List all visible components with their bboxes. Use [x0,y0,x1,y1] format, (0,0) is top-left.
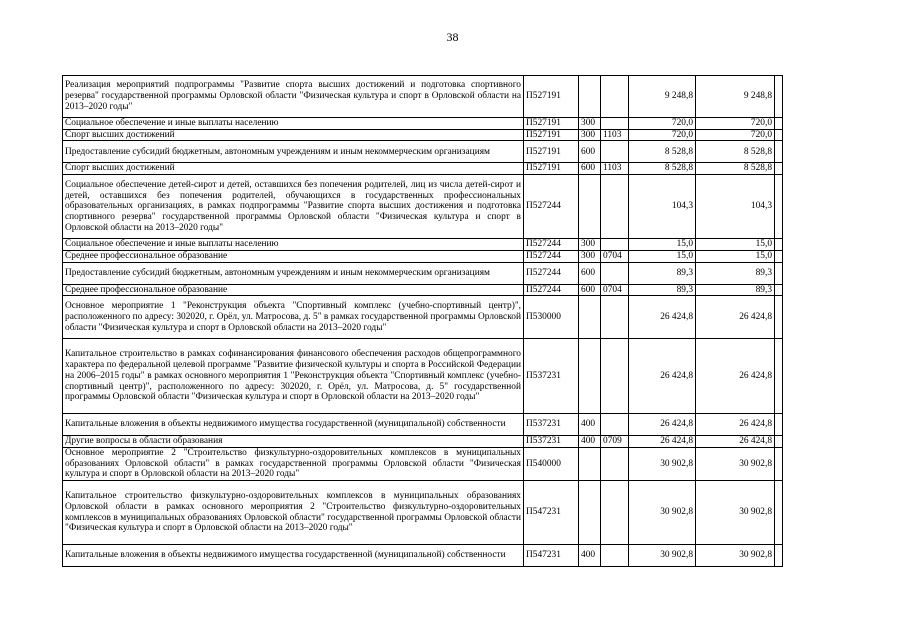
row-sum-first: 26 424,8 [629,436,696,448]
row-sum-first: 9 248,8 [629,76,696,118]
row-empty-cell [775,129,783,141]
row-sum-second: 30 902,8 [696,447,775,480]
row-empty-cell [775,175,783,239]
row-empty-cell [775,239,783,251]
row-expense-type: 600 [579,163,601,175]
row-expense-type [579,175,601,239]
row-name: Основное мероприятие 1 "Реконструкция объекта "Спортивный комплекс (учебно-спортивный центр)", расположенного по адресу: 302020, г. Орёл, ул. Матросова, д. 5" в рамках государственной программы Орловской области "Физическая культура и спорт в Орловской области на 2013–2020 годы" [63,296,524,339]
row-target-code: П527191 [524,129,579,141]
row-target-code: П527191 [524,163,579,175]
row-sum-first: 720,0 [629,129,696,141]
row-sum-second: 8 528,8 [696,141,775,163]
row-target-code: П547231 [524,481,579,545]
row-expense-type: 300 [579,118,601,130]
row-section-code [601,339,629,414]
row-section-code: 0704 [601,250,629,262]
row-sum-second: 720,0 [696,118,775,130]
table-row [63,76,783,118]
row-empty-cell [775,163,783,175]
table-row [63,175,783,239]
row-target-code: П527191 [524,118,579,130]
row-name: Капитальные вложения в объекты недвижимого имущества государственной (муниципальной) собственности [63,545,524,567]
row-sum-first: 26 424,8 [629,339,696,414]
row-sum-first: 26 424,8 [629,296,696,339]
row-name: Социальное обеспечение детей-сирот и детей, оставшихся без попечения родителей, лиц из числа детей-сирот и детей, оставшихся без попечения родителей, обучающихся в государственных профессиональных образовательных организациях, в рамках подпрограммы "Развитие спорта высших достижения и подготовка спортивного резерва" государственной программы Орловской области "Физическая культура и спорт в Орловской области на 2013–2020 годы" [63,175,524,239]
table-row [63,118,783,130]
row-sum-first: 30 902,8 [629,481,696,545]
row-target-code: П537231 [524,414,579,436]
page-number: 38 [446,30,459,44]
table-row [63,481,783,545]
row-expense-type: 600 [579,141,601,163]
row-name: Капитальное строительство физкультурно-оздоровительных комплексов в муниципальных образованиях Орловской области в рамках основного мероприятия 2 "Строительство физкультурно-оздоровительных комплексов в муниципальных образованиях Орловской области" государственной программы Орловской области "Физическая культура и спорт в Орловской области на 2013–2020 годы" [63,481,524,545]
row-sum-second: 26 424,8 [696,296,775,339]
table-row [63,239,783,251]
table-row [63,545,783,567]
row-sum-first: 720,0 [629,118,696,130]
row-sum-first: 15,0 [629,250,696,262]
row-section-code: 1103 [601,163,629,175]
table-row [63,163,783,175]
row-target-code: П540000 [524,447,579,480]
row-sum-second: 15,0 [696,250,775,262]
row-sum-first: 89,3 [629,262,696,284]
table-row [63,436,783,448]
row-sum-second: 26 424,8 [696,436,775,448]
row-section-code [601,239,629,251]
row-expense-type [579,296,601,339]
row-name: Предоставление субсидий бюджетным, автономным учреждениям и иным некоммерческим организациям [63,262,524,284]
row-expense-type: 400 [579,545,601,567]
table-row [63,284,783,296]
row-empty-cell [775,284,783,296]
row-sum-second: 15,0 [696,239,775,251]
row-expense-type: 400 [579,414,601,436]
row-name: Реализация мероприятий подпрограммы "Развитие спорта высших достижений и подготовка спортивного резерва" государственной программы Орловской области "Физическая культура и спорт в Орловской области на 2013–2020 годы" [63,76,524,118]
row-empty-cell [775,250,783,262]
row-expense-type: 300 [579,250,601,262]
row-expense-type: 600 [579,284,601,296]
row-section-code [601,481,629,545]
row-target-code: П547231 [524,545,579,567]
row-target-code: П530000 [524,296,579,339]
row-expense-type [579,447,601,480]
row-section-code [601,414,629,436]
row-sum-second: 89,3 [696,262,775,284]
row-section-code: 1103 [601,129,629,141]
row-empty-cell [775,545,783,567]
row-empty-cell [775,447,783,480]
table-row [63,250,783,262]
table-row [63,296,783,339]
row-sum-first: 89,3 [629,284,696,296]
row-target-code: П527244 [524,239,579,251]
row-sum-second: 720,0 [696,129,775,141]
row-name: Капитальное строительство в рамках софинансирования финансового обеспечения расходов общепрограммного характера по федеральной целевой программе "Развитие физической культуры и спорта в Российской Федерации на 2006–2015 годы" в рамках основного мероприятия 1 "Реконструкция объекта "Спортивный комплекс (учебно-спортивный центр)", расположенного по адресу: 302020, г. Орёл, ул. Матросова, д. 5" государственной программы Орловской области "Физическая культура и спорт в Орловской области на 2013–2020 годы" [63,339,524,414]
row-target-code: П527244 [524,250,579,262]
table-row [63,129,783,141]
row-name: Среднее профессиональное образование [63,284,524,296]
row-section-code [601,118,629,130]
row-empty-cell [775,481,783,545]
row-expense-type: 600 [579,262,601,284]
row-expense-type [579,481,601,545]
row-sum-first: 8 528,8 [629,163,696,175]
row-sum-second: 89,3 [696,284,775,296]
row-sum-second: 9 248,8 [696,76,775,118]
row-name: Среднее профессиональное образование [63,250,524,262]
row-section-code [601,545,629,567]
row-target-code: П537231 [524,436,579,448]
row-expense-type: 300 [579,239,601,251]
row-target-code: П537231 [524,339,579,414]
row-name: Основное мероприятие 2 "Строительство физкультурно-оздоровительных комплексов в муниципальных образованиях Орловской области" в рамках государственной программы Орловской области "Физическая культура и спорт в Орловской области на 2013–2020 годы" [63,447,524,480]
row-target-code: П527244 [524,262,579,284]
row-sum-second: 30 902,8 [696,481,775,545]
row-expense-type [579,76,601,118]
row-target-code: П527244 [524,284,579,296]
row-sum-second: 104,3 [696,175,775,239]
row-sum-first: 8 528,8 [629,141,696,163]
row-section-code [601,262,629,284]
row-empty-cell [775,436,783,448]
row-section-code [601,296,629,339]
budget-table [62,75,783,567]
row-sum-first: 104,3 [629,175,696,239]
row-section-code: 0704 [601,284,629,296]
table-row [63,414,783,436]
row-name: Социальное обеспечение и иные выплаты населению [63,118,524,130]
row-section-code [601,141,629,163]
row-sum-first: 30 902,8 [629,545,696,567]
row-sum-second: 26 424,8 [696,339,775,414]
row-expense-type: 400 [579,436,601,448]
row-target-code: П527191 [524,76,579,118]
row-name: Капитальные вложения в объекты недвижимого имущества государственной (муниципальной) собственности [63,414,524,436]
row-sum-first: 15,0 [629,239,696,251]
row-expense-type [579,339,601,414]
row-sum-first: 30 902,8 [629,447,696,480]
row-empty-cell [775,339,783,414]
row-section-code [601,175,629,239]
row-target-code: П527244 [524,175,579,239]
row-empty-cell [775,414,783,436]
row-empty-cell [775,118,783,130]
table-row [63,339,783,414]
row-empty-cell [775,296,783,339]
row-section-code [601,447,629,480]
row-name: Спорт высших достижений [63,163,524,175]
row-expense-type: 300 [579,129,601,141]
row-empty-cell [775,262,783,284]
row-name: Другие вопросы в области образования [63,436,524,448]
table-row [63,262,783,284]
row-name: Предоставление субсидий бюджетным, автономным учреждениям и иным некоммерческим организациям [63,141,524,163]
row-target-code: П527191 [524,141,579,163]
row-name: Спорт высших достижений [63,129,524,141]
row-sum-second: 30 902,8 [696,545,775,567]
row-empty-cell [775,141,783,163]
table-row [63,141,783,163]
row-sum-second: 8 528,8 [696,163,775,175]
row-section-code [601,76,629,118]
row-name: Социальное обеспечение и иные выплаты населению [63,239,524,251]
row-empty-cell [775,76,783,118]
row-sum-second: 26 424,8 [696,414,775,436]
table-row [63,447,783,480]
row-section-code: 0709 [601,436,629,448]
row-sum-first: 26 424,8 [629,414,696,436]
